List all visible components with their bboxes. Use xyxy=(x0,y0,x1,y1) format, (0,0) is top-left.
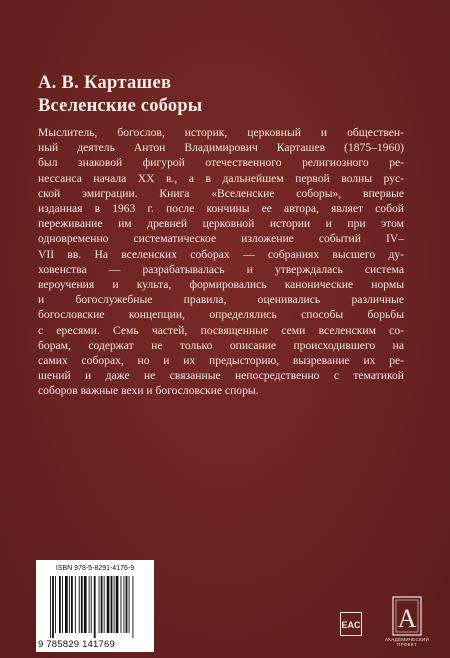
barcode-bar xyxy=(81,576,83,633)
barcode-bar xyxy=(84,576,87,633)
barcode-bar xyxy=(129,576,130,633)
barcode-bar xyxy=(69,576,70,633)
barcode-bar xyxy=(124,576,125,633)
author-name: А. В. Карташев xyxy=(38,73,172,93)
publisher-emblem xyxy=(378,596,436,638)
publisher-name-line1: АКАДЕМИЧЕСКИЙ xyxy=(384,637,430,642)
barcode-bar xyxy=(50,576,51,638)
book-title: Вселенские соборы xyxy=(38,96,203,116)
description-line: Мыслитель, богослов, историк, церковный и обществен- xyxy=(38,126,404,139)
publisher-name-line2: ПРОЕКТ xyxy=(397,642,417,647)
barcode-bar xyxy=(121,576,122,633)
description-line: борам, содержат не только описание происходившего на xyxy=(38,338,404,352)
description-line: с ересями. Семь частей, посвященные семи вселенским со- xyxy=(38,323,404,337)
barcode-bar xyxy=(101,576,103,633)
publisher-letter: А xyxy=(397,604,417,633)
barcode-bar xyxy=(65,576,68,633)
barcode-bar xyxy=(133,576,134,638)
book-description xyxy=(38,125,404,399)
description-line: ской эмиграции. Книга «Вселенские соборы», впервые xyxy=(38,186,404,200)
barcode-digits: 9 785829 141769 xyxy=(38,639,115,650)
description-line: богословские концепции, определялись способы борьбы xyxy=(38,308,404,322)
description-paragraph xyxy=(38,125,404,399)
barcode-bar xyxy=(91,576,92,633)
description-line: изданная в 1963 г. после кончины ее автора, являет собой xyxy=(38,202,404,216)
barcode-bar xyxy=(59,576,61,633)
barcode-bar xyxy=(99,576,100,633)
barcode-bar xyxy=(75,576,76,633)
barcode-bar xyxy=(94,576,96,638)
barcode-bar xyxy=(104,576,105,633)
publisher-name xyxy=(378,637,436,647)
description-line: переживание им древней церковной истории и при этом xyxy=(38,217,404,231)
barcode-bar xyxy=(126,576,128,633)
eac-text: EAC xyxy=(341,620,361,630)
description-line: самих соборах, но и их предысторию, вызревание их ре- xyxy=(38,354,404,368)
publisher-logo xyxy=(378,596,436,652)
isbn-barcode xyxy=(36,560,154,652)
barcode-bar xyxy=(111,576,113,633)
isbn-label: ISBN 978-5-8291-4176-9 xyxy=(55,565,135,572)
barcode-bar xyxy=(89,576,90,633)
barcode-bar xyxy=(71,576,73,633)
barcode-bar xyxy=(79,576,80,633)
barcode-bar xyxy=(55,576,56,633)
description-line: соборов важные вехи и богословские споры. xyxy=(38,384,259,398)
barcode-bar xyxy=(107,576,110,633)
description-line: ный деятель Антон Владимирович Карташев (1875–1960) xyxy=(38,141,404,155)
description-line: одновременно систематическое изложение событий IV– xyxy=(38,232,404,246)
barcode-bar xyxy=(52,576,54,638)
description-line: VII вв. На вселенских соборах — собраниях высшего ду- xyxy=(38,247,404,261)
description-line: ховенства — разрабатывалась и утверждалась система xyxy=(38,262,404,276)
description-line: вероучения и культа, формировались канонические нормы xyxy=(38,278,404,292)
cover-header xyxy=(38,72,202,117)
barcode-bars xyxy=(48,576,144,638)
barcode-bar xyxy=(114,576,115,633)
description-line: был знаковой фигурой отечественного религиозного ре- xyxy=(38,156,404,170)
description-line: и богослужебные правила, оценивались различные xyxy=(38,293,404,307)
barcode-bar xyxy=(62,576,63,633)
eac-certification-mark xyxy=(340,612,362,636)
description-line: шений и даже не связанные непосредственно с тематикой xyxy=(38,369,404,383)
description-line: нессанса начала XX в., а в дальнейшем первой волны рус- xyxy=(38,171,404,185)
barcode-bar xyxy=(116,576,119,633)
